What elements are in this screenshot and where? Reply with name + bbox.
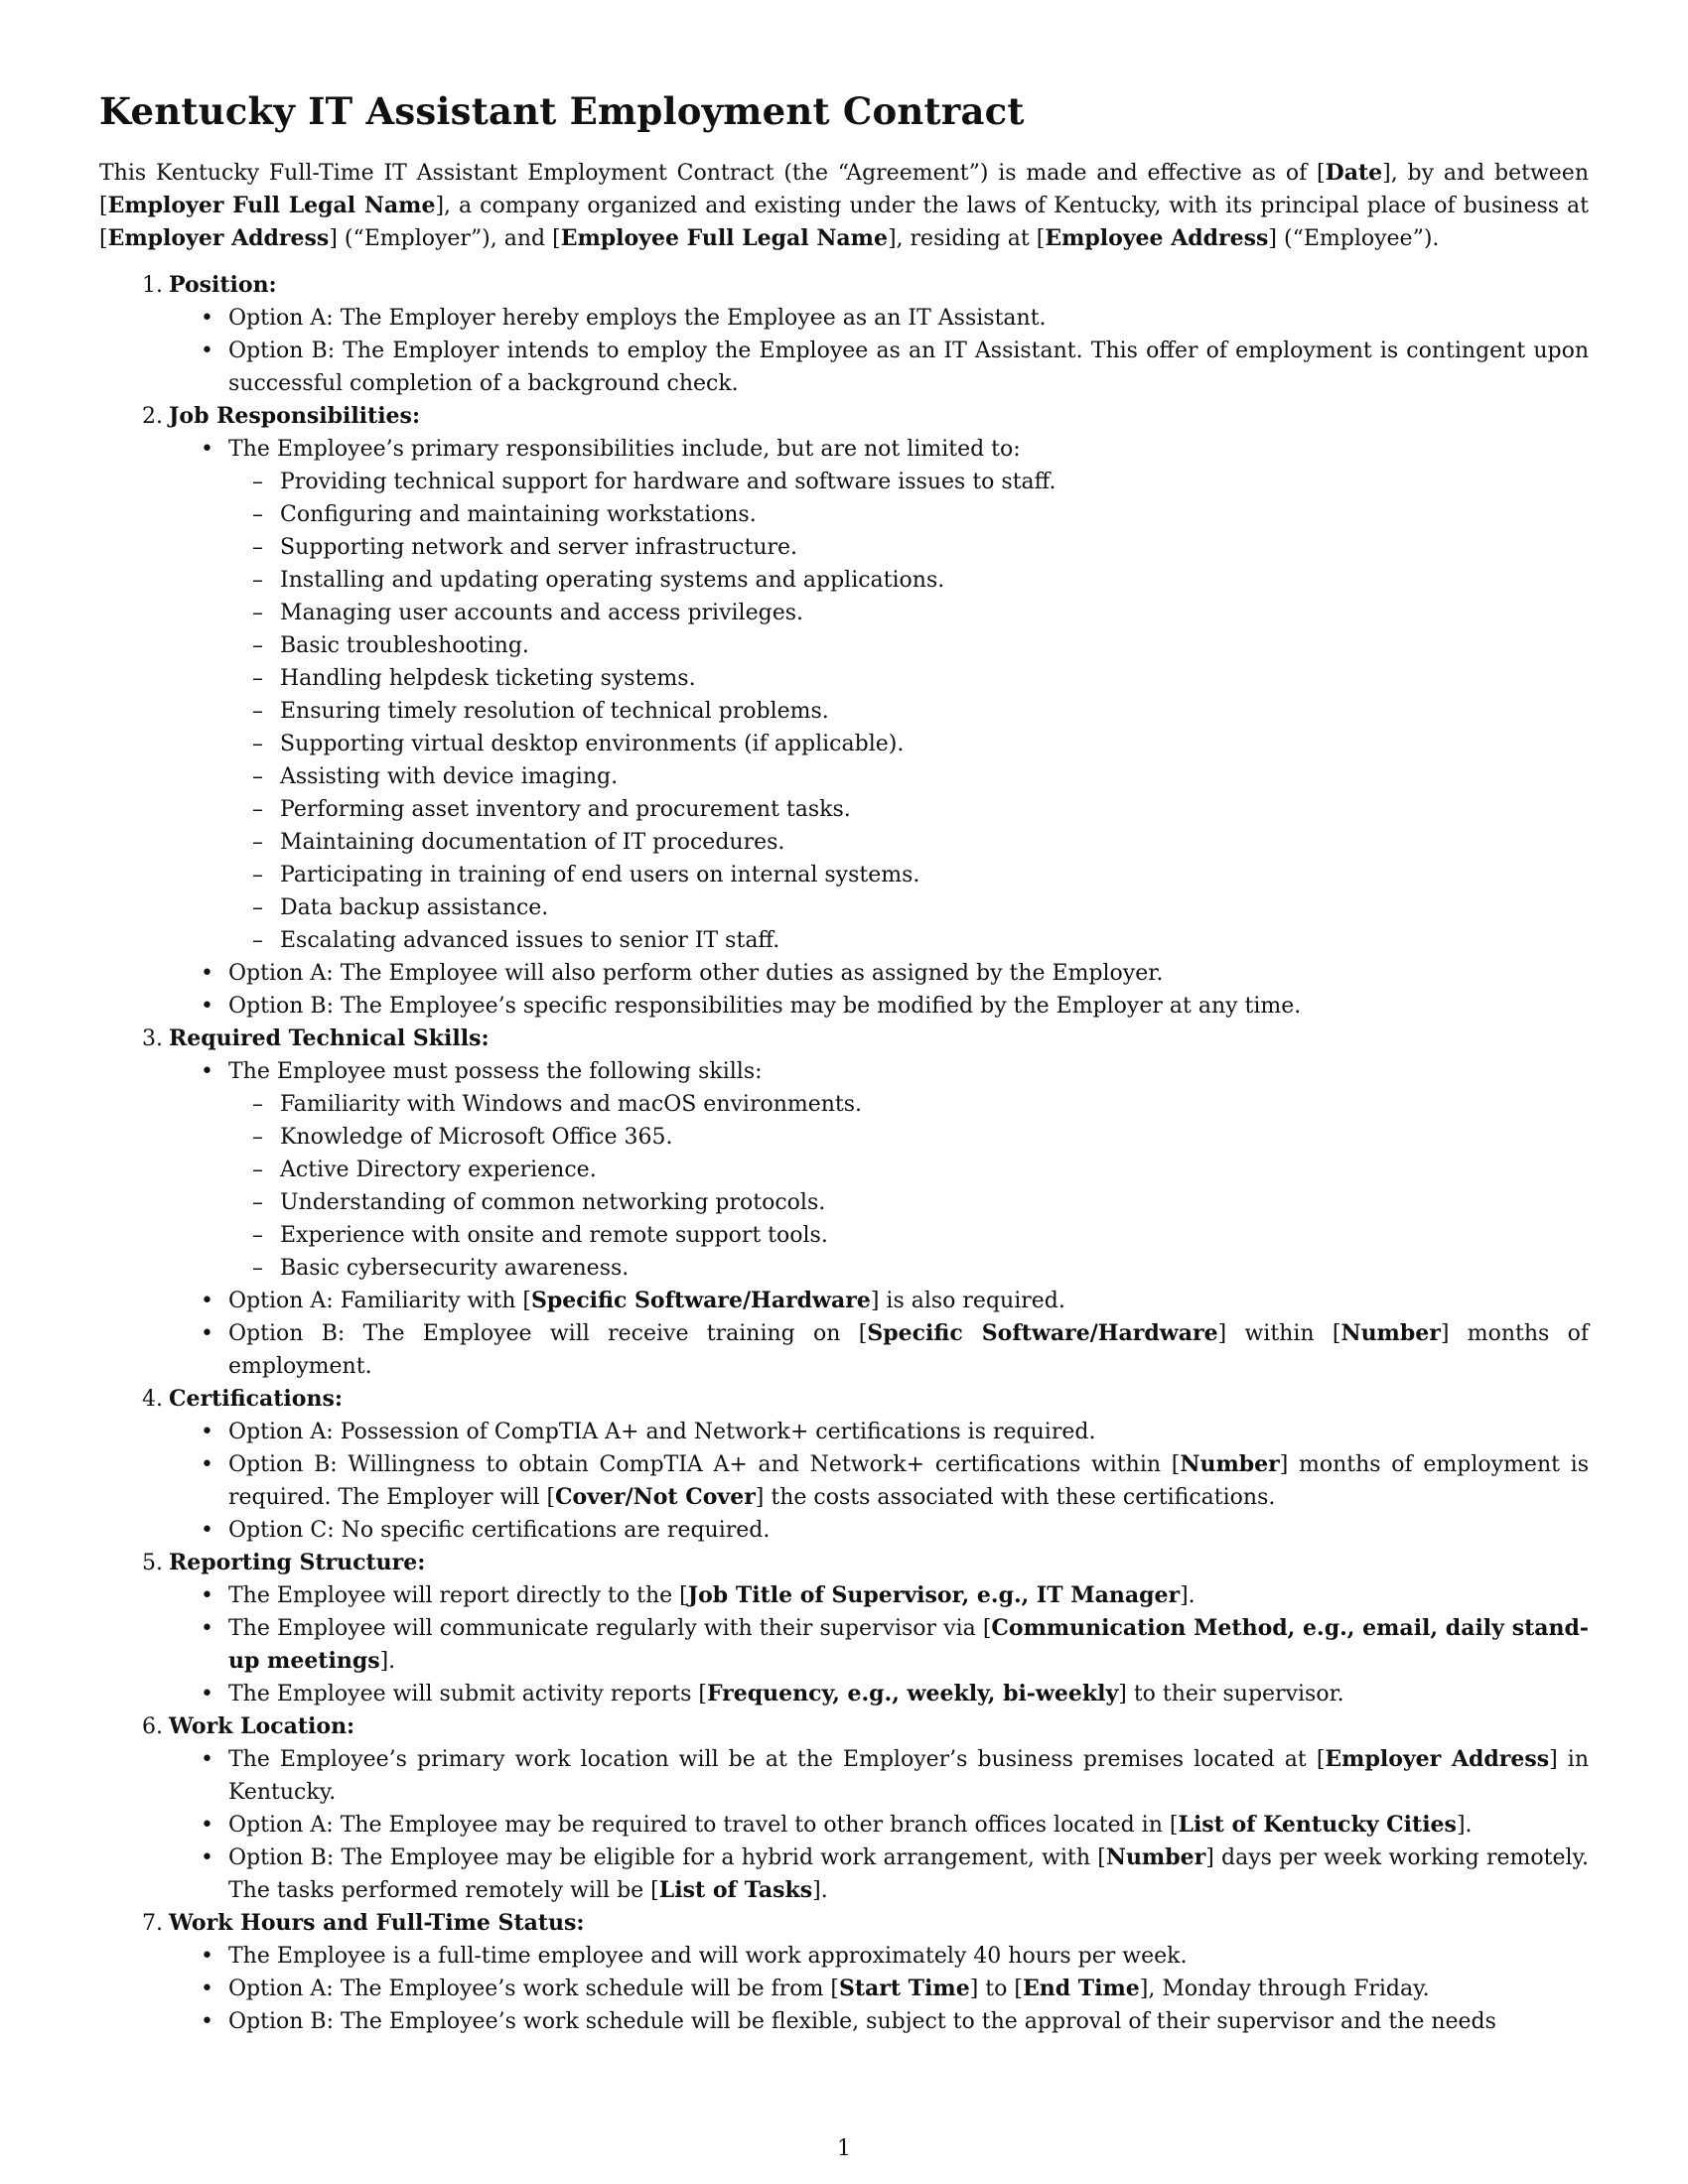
document-page bbox=[99, 87, 1589, 2038]
section-number: 6. bbox=[142, 1714, 163, 1739]
bullet-item bbox=[169, 1317, 1589, 1383]
bullet-item bbox=[169, 1743, 1589, 1809]
section-number: 7. bbox=[142, 1911, 163, 1936]
bullet-list bbox=[169, 1940, 1589, 2038]
text-run: ] is also required. bbox=[870, 1289, 1065, 1313]
text-run: ] days per week working remotely. The tasks performed remotely will be [ bbox=[228, 1845, 1589, 1903]
sub-item-text: Familiarity with Windows and macOS environments. bbox=[280, 1092, 863, 1117]
text-run: The Employee’s primary responsibilities include, but are not limited to: bbox=[228, 437, 1021, 462]
dash-icon: – bbox=[252, 1158, 263, 1182]
section-number: 1. bbox=[142, 273, 163, 298]
text-run: The Employee is a full-time employee and will work approximately 40 hours per week. bbox=[228, 1944, 1188, 1969]
bullet-item bbox=[169, 1809, 1589, 1842]
text-run: ] months of employment. bbox=[228, 1321, 1589, 1379]
sub-item bbox=[228, 1186, 1589, 1219]
text-run: Option A: The Employer hereby employs the Employee as an IT Assistant. bbox=[228, 306, 1047, 331]
sub-item-text: Knowledge of Microsoft Office 365. bbox=[280, 1125, 673, 1150]
sub-item bbox=[228, 1252, 1589, 1285]
dash-icon: – bbox=[252, 830, 263, 855]
dash-icon: – bbox=[252, 502, 263, 527]
dash-icon: – bbox=[252, 1223, 263, 1248]
sub-item bbox=[228, 662, 1589, 695]
bullet-item bbox=[169, 1842, 1589, 1907]
bullet-icon: • bbox=[201, 1321, 213, 1346]
placeholder-field: Start Time bbox=[838, 1976, 970, 2001]
bullet-item bbox=[169, 302, 1589, 335]
bullet-icon: • bbox=[201, 994, 213, 1019]
placeholder-field: List of Tasks bbox=[658, 1877, 813, 1903]
dash-icon: – bbox=[252, 666, 263, 691]
placeholder-field: Specific Software/Hardware bbox=[867, 1320, 1218, 1346]
sub-list bbox=[228, 466, 1589, 957]
text-run: Option A: The Employee will also perform other duties as assigned by the Employer. bbox=[228, 961, 1164, 986]
sub-item bbox=[228, 1088, 1589, 1121]
bullet-icon: • bbox=[201, 1616, 213, 1641]
sub-item bbox=[228, 826, 1589, 859]
text-run: Option A: The Employee’s work schedule will be from [ bbox=[228, 1977, 839, 2001]
text-run: ] within [ bbox=[1217, 1321, 1341, 1346]
page-number: 1 bbox=[837, 2136, 851, 2161]
placeholder-field: List of Kentucky Cities bbox=[1178, 1812, 1457, 1838]
bullet-icon: • bbox=[201, 339, 213, 363]
bullet-list bbox=[169, 1579, 1589, 1710]
section-number: 3. bbox=[142, 1026, 163, 1051]
dash-icon: – bbox=[252, 797, 263, 822]
text-run: Option C: No specific certifications are required. bbox=[228, 1518, 771, 1543]
dash-icon: – bbox=[252, 601, 263, 625]
placeholder-field: Frequency, e.g., weekly, bi-weekly bbox=[706, 1681, 1119, 1706]
bullet-item bbox=[169, 1514, 1589, 1547]
bullet-icon: • bbox=[201, 961, 213, 986]
bullet-item bbox=[169, 990, 1589, 1023]
text-run: ], by and between [ bbox=[99, 161, 1589, 218]
sub-item-text: Ensuring timely resolution of technical problems. bbox=[280, 699, 829, 724]
bullet-item bbox=[169, 1055, 1589, 1285]
section-item bbox=[99, 400, 1589, 1023]
bullet-icon: • bbox=[201, 1583, 213, 1608]
sub-item bbox=[228, 760, 1589, 793]
placeholder-field: Employer Address bbox=[107, 225, 330, 251]
placeholder-field: Employer Full Legal Name bbox=[107, 193, 436, 218]
document-title: Kentucky IT Assistant Employment Contract bbox=[99, 89, 1025, 133]
sub-item-text: Managing user accounts and access privileges. bbox=[280, 601, 804, 625]
intro-paragraph bbox=[99, 157, 1589, 255]
placeholder-field: Number bbox=[1340, 1320, 1441, 1346]
placeholder-field: Specific Software/Hardware bbox=[530, 1288, 871, 1313]
dash-icon: – bbox=[252, 633, 263, 658]
sub-item bbox=[228, 531, 1589, 564]
bullet-icon: • bbox=[201, 1977, 213, 2001]
section-item bbox=[99, 1907, 1589, 2038]
dash-icon: – bbox=[252, 535, 263, 560]
text-run: ] to [ bbox=[969, 1977, 1023, 2001]
text-run: The Employee will report directly to the [ bbox=[228, 1583, 688, 1608]
section-item bbox=[99, 1383, 1589, 1547]
text-run: ]. bbox=[1180, 1583, 1196, 1608]
sub-item bbox=[228, 1219, 1589, 1252]
sub-item-text: Escalating advanced issues to senior IT staff. bbox=[280, 928, 780, 953]
dash-icon: – bbox=[252, 1092, 263, 1117]
sub-list bbox=[228, 1088, 1589, 1285]
text-run: The Employee will submit activity reports [ bbox=[228, 1682, 707, 1706]
sub-item bbox=[228, 695, 1589, 728]
section-title: Reporting Structure: bbox=[169, 1550, 426, 1575]
text-run: ]. bbox=[812, 1878, 828, 1903]
dash-icon: – bbox=[252, 1256, 263, 1281]
placeholder-field: Communication Method, e.g., email, daily stand-up meetings bbox=[228, 1615, 1590, 1674]
bullet-list bbox=[169, 433, 1589, 1023]
bullet-item bbox=[169, 1448, 1589, 1514]
dash-icon: – bbox=[252, 928, 263, 953]
sub-item-text: Active Directory experience. bbox=[280, 1158, 597, 1182]
sub-item bbox=[228, 466, 1589, 498]
bullet-list bbox=[169, 1055, 1589, 1383]
bullet-icon: • bbox=[201, 2009, 213, 2034]
sub-item bbox=[228, 793, 1589, 826]
sub-item bbox=[228, 891, 1589, 924]
dash-icon: – bbox=[252, 1190, 263, 1215]
placeholder-field: Job Title of Supervisor, e.g., IT Manager bbox=[687, 1582, 1181, 1608]
bullet-list bbox=[169, 1416, 1589, 1547]
dash-icon: – bbox=[252, 895, 263, 920]
text-run: Option B: The Employee’s work schedule will be flexible, subject to the approval of their supervisor and the needs bbox=[228, 2009, 1496, 2034]
section-title: Work Hours and Full-Time Status: bbox=[169, 1910, 585, 1936]
section-title: Work Location: bbox=[169, 1713, 355, 1739]
text-run: ], Monday through Friday. bbox=[1139, 1977, 1430, 2001]
placeholder-field: Date bbox=[1325, 160, 1383, 186]
text-run: Option A: Familiarity with [ bbox=[228, 1289, 531, 1313]
placeholder-field: Employee Address bbox=[1045, 225, 1269, 251]
text-run: Option A: Possession of CompTIA A+ and Network+ certifications is required. bbox=[228, 1420, 1096, 1444]
text-run: Option A: The Employee may be required to travel to other branch offices located in [ bbox=[228, 1813, 1179, 1838]
sub-item bbox=[228, 728, 1589, 760]
text-run: ]. bbox=[379, 1649, 396, 1674]
sub-item bbox=[228, 597, 1589, 629]
sub-item-text: Providing technical support for hardware and software issues to staff. bbox=[280, 470, 1056, 494]
sub-item bbox=[228, 1154, 1589, 1186]
bullet-item bbox=[169, 2005, 1589, 2038]
text-run: Option B: The Employee may be eligible for a hybrid work arrangement, with [ bbox=[228, 1845, 1106, 1870]
section-number: 5. bbox=[142, 1551, 163, 1575]
sub-item-text: Basic cybersecurity awareness. bbox=[280, 1256, 630, 1281]
dash-icon: – bbox=[252, 470, 263, 494]
placeholder-field: Cover/Not Cover bbox=[555, 1484, 756, 1510]
bullet-icon: • bbox=[201, 1518, 213, 1543]
bullet-icon: • bbox=[201, 306, 213, 331]
text-run: Option B: The Employee will receive training on [ bbox=[228, 1321, 868, 1346]
bullet-list bbox=[169, 302, 1589, 400]
text-run: ] months of employment is required. The Employer will [ bbox=[228, 1452, 1589, 1510]
sub-item-text: Supporting network and server infrastructure. bbox=[280, 535, 798, 560]
text-run: Option B: Willingness to obtain CompTIA A+ and Network+ certifications within [ bbox=[228, 1452, 1181, 1477]
bullet-icon: • bbox=[201, 1944, 213, 1969]
placeholder-field: Employer Address bbox=[1325, 1746, 1550, 1772]
sub-item-text: Maintaining documentation of IT procedures. bbox=[280, 830, 785, 855]
bullet-item bbox=[169, 1612, 1589, 1678]
text-run: ] to their supervisor. bbox=[1118, 1682, 1344, 1706]
section-title: Certifications: bbox=[169, 1386, 343, 1412]
dash-icon: – bbox=[252, 568, 263, 593]
section-title: Job Responsibilities: bbox=[169, 403, 421, 429]
bullet-item bbox=[169, 335, 1589, 400]
dash-icon: – bbox=[252, 764, 263, 789]
bullet-icon: • bbox=[201, 1845, 213, 1870]
text-run: ]. bbox=[1456, 1813, 1473, 1838]
sub-item bbox=[228, 564, 1589, 597]
section-number: 4. bbox=[142, 1387, 163, 1412]
bullet-icon: • bbox=[201, 1452, 213, 1477]
sub-item-text: Supporting virtual desktop environments (if applicable). bbox=[280, 732, 905, 756]
bullet-item bbox=[169, 1678, 1589, 1710]
bullet-icon: • bbox=[201, 437, 213, 462]
text-run: ] the costs associated with these certifications. bbox=[755, 1485, 1276, 1510]
bullet-icon: • bbox=[201, 1420, 213, 1444]
sub-item-text: Configuring and maintaining workstations. bbox=[280, 502, 757, 527]
text-run: The Employee’s primary work location will be at the Employer’s business premises located at [ bbox=[228, 1747, 1326, 1772]
sub-item-text: Understanding of common networking protocols. bbox=[280, 1190, 826, 1215]
section-item bbox=[99, 269, 1589, 400]
bullet-icon: • bbox=[201, 1059, 213, 1084]
bullet-icon: • bbox=[201, 1747, 213, 1772]
section-item bbox=[99, 1547, 1589, 1710]
bullet-item bbox=[169, 433, 1589, 957]
bullet-icon: • bbox=[201, 1813, 213, 1838]
sub-item bbox=[228, 498, 1589, 531]
bullet-item bbox=[169, 1940, 1589, 1973]
section-item bbox=[99, 1023, 1589, 1383]
sub-item bbox=[228, 859, 1589, 891]
text-run: Option B: The Employer intends to employ the Employee as an IT Assistant. This offer of employment is contingent upon successful completion of a background check. bbox=[228, 339, 1589, 396]
text-run: ] (“Employee”). bbox=[1268, 226, 1440, 251]
bullet-item bbox=[169, 1416, 1589, 1448]
sub-item bbox=[228, 924, 1589, 957]
bullet-item bbox=[169, 1579, 1589, 1612]
sections-list bbox=[99, 269, 1589, 2038]
text-run: The Employee must possess the following skills: bbox=[228, 1059, 763, 1084]
bullet-icon: • bbox=[201, 1682, 213, 1706]
dash-icon: – bbox=[252, 1125, 263, 1150]
text-run: The Employee will communicate regularly with their supervisor via [ bbox=[228, 1616, 992, 1641]
bullet-item bbox=[169, 957, 1589, 990]
placeholder-field: Employee Full Legal Name bbox=[560, 225, 888, 251]
bullet-icon: • bbox=[201, 1289, 213, 1313]
dash-icon: – bbox=[252, 699, 263, 724]
text-run: Option B: The Employee’s specific responsibilities may be modified by the Employer at any time. bbox=[228, 994, 1302, 1019]
sub-item-text: Experience with onsite and remote support tools. bbox=[280, 1223, 828, 1248]
bullet-item bbox=[169, 1285, 1589, 1317]
section-title: Position: bbox=[169, 272, 277, 298]
section-title: Required Technical Skills: bbox=[169, 1025, 490, 1051]
sub-item-text: Assisting with device imaging. bbox=[280, 764, 619, 789]
text-run: ] (“Employer”), and [ bbox=[329, 226, 561, 251]
sub-item-text: Data backup assistance. bbox=[280, 895, 549, 920]
bullet-list bbox=[169, 1743, 1589, 1907]
placeholder-field: End Time bbox=[1022, 1976, 1140, 2001]
placeholder-field: Number bbox=[1180, 1451, 1280, 1477]
sub-item bbox=[228, 1121, 1589, 1154]
section-item bbox=[99, 1710, 1589, 1907]
text-run: This Kentucky Full-Time IT Assistant Employment Contract (the “Agreement”) is made and effective as of [ bbox=[99, 161, 1326, 186]
dash-icon: – bbox=[252, 732, 263, 756]
sub-item-text: Installing and updating operating systems and applications. bbox=[280, 568, 945, 593]
sub-item-text: Performing asset inventory and procurement tasks. bbox=[280, 797, 851, 822]
sub-item-text: Basic troubleshooting. bbox=[280, 633, 529, 658]
sub-item-text: Participating in training of end users on internal systems. bbox=[280, 863, 920, 887]
dash-icon: – bbox=[252, 863, 263, 887]
sub-item bbox=[228, 629, 1589, 662]
placeholder-field: Number bbox=[1105, 1844, 1206, 1870]
text-run: ] in Kentucky. bbox=[228, 1747, 1589, 1805]
section-number: 2. bbox=[142, 404, 163, 429]
text-run: ], residing at [ bbox=[887, 226, 1046, 251]
text-run: ], a company organized and existing under the laws of Kentucky, with its principal place of business at [ bbox=[99, 194, 1589, 251]
sub-item-text: Handling helpdesk ticketing systems. bbox=[280, 666, 696, 691]
bullet-item bbox=[169, 1973, 1589, 2005]
